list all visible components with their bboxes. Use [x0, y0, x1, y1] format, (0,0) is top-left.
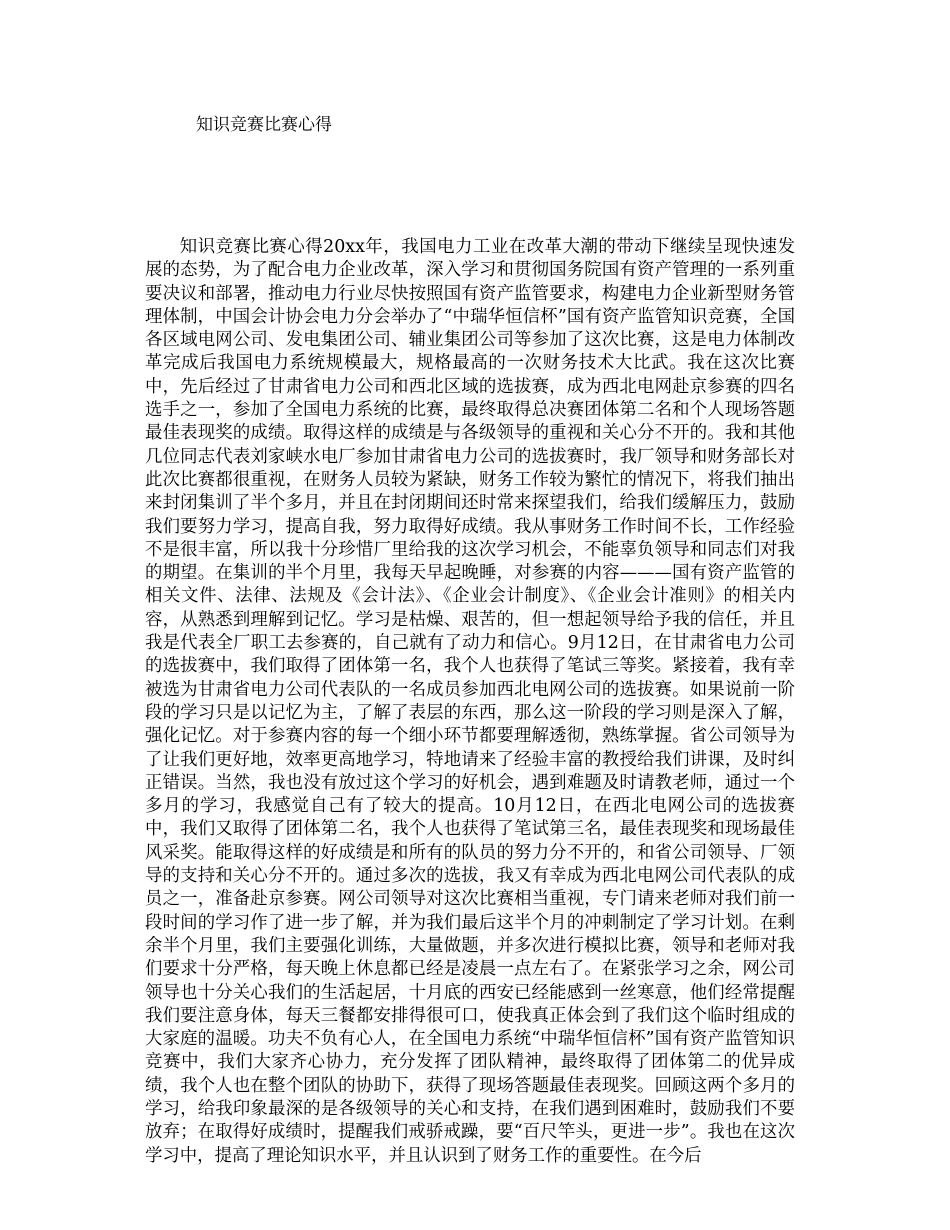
document-body-paragraph: 知识竞赛比赛心得20xx年，我国电力工业在改革大潮的带动下继续呈现快速发展的态势，为了配合电力企业改革，深入学习和贯彻国务院国有资产管理的一系列重要决议和部署，推动电力行业尽快按照国有资产监管要求，构建电力企业新型财务管理体制，中国会计协会电力分会举办了“中瑞华恒信杯”国有资产监管知识竞赛，全国各区域电网公司、发电集团公司、辅业集团公司等参加了这次比赛，这是电力体制改革完成后我国电力系统规模最大，规格最高的一次财务技术大比武。我在这次比赛中，先后经过了甘肃省电力公司和西北区域的选拔赛，成为西北电网赴京参赛的四名选手之一，参加了全国电力系统的比赛，最终取得总决赛团体第二名和个人现场答题最佳表现奖的成绩。取得这样的成绩是与各级领导的重视和关心分不开的。我和其他几位同志代表刘家峡水电厂参加甘肃省电力公司的选拔赛时，我厂领导和财务部长对此次比赛都很重视，在财务人员较为紧缺，财务工作较为繁忙的情况下，将我们抽出来封闭集训了半个多月，并且在封闭期间还时常来探望我们，给我们缓解压力，鼓励我们要努力学习，提高自我，努力取得好成绩。我从事财务工作时间不长，工作经验不是很丰富，所以我十分珍惜厂里给我的这次学习机会，不能辜负领导和同志们对我的期望。在集训的半个月里，我每天早起晚睡，对参赛的内容———国有资产监管的相关文件、法律、法规及《会计法》、《企业会计制度》、《企业会计准则》的相关内容，从熟悉到理解到记忆。学习是枯燥、艰苦的，但一想起领导给予我的信任，并且我是代表全厂职工去参赛的，自己就有了动力和信心。9月12日，在甘肃省电力公司的选拔赛中，我们取得了团体第一名，我个人也获得了笔试三等奖。紧接着，我有幸被选为甘肃省电力公司代表队的一名成员参加西北电网公司的选拔赛。如果说前一阶段的学习只是以记忆为主，了解了表层的东西，那么这一阶段的学习则是深入了解，强化记忆。对于参赛内容的每一个细小环节都要理解透彻，熟练掌握。省公司领导为了让我们更好地，效率更高地学习，特地请来了经验丰富的教授给我们讲课，及时纠正错误。当然，我也没有放过这个学习的好机会，遇到难题及时请教老师，通过一个多月的学习，我感觉自己有了较大的提高。10月12日，在西北电网公司的选拔赛中，我们又取得了团体第二名，我个人也获得了笔试第三名，最佳表现奖和现场最佳风采奖。能取得这样的好成绩是和所有的队员的努力分不开的，和省公司领导、厂领导的支持和关心分不开的。通过多次的选拔，我又有幸成为西北电网公司代表队的成员之一，准备赴京参赛。网公司领导对这次比赛相当重视，专门请来老师对我们前一段时间的学习作了进一步了解，并为我们最后这半个月的冲刺制定了学习计划。在剩余半个月里，我们主要强化训练，大量做题，并多次进行模拟比赛，领导和老师对我们要求十分严格，每天晚上休息都已经是凌晨一点左右了。在紧张学习之余，网公司领导也十分关心我们的生活起居，十月底的西安已经能感到一丝寒意，他们经常提醒我们要注意身体，每天三餐都安排得很可口，使我真正体会到了我们这个临时组成的大家庭的温暖。功夫不负有心人，在全国电力系统“中瑞华恒信杯”国有资产监管知识竞赛中，我们大家齐心协力，充分发挥了团队精神，最终取得了团体第二的优异成绩，我个人也在整个团队的协助下，获得了现场答题最佳表现奖。回顾这两个多月的学习，给我印象最深的是各级领导的关心和支持，在我们遇到困难时，鼓励我们不要放弃；在取得好成绩时，提醒我们戒骄戒躁，要“百尺竿头，更进一步”。我也在这次学习中，提高了理论知识水平，并且认识到了财务工作的重要性。在今后 — [145, 237, 795, 1166]
document-title: 知识竞赛比赛心得 — [196, 115, 332, 135]
